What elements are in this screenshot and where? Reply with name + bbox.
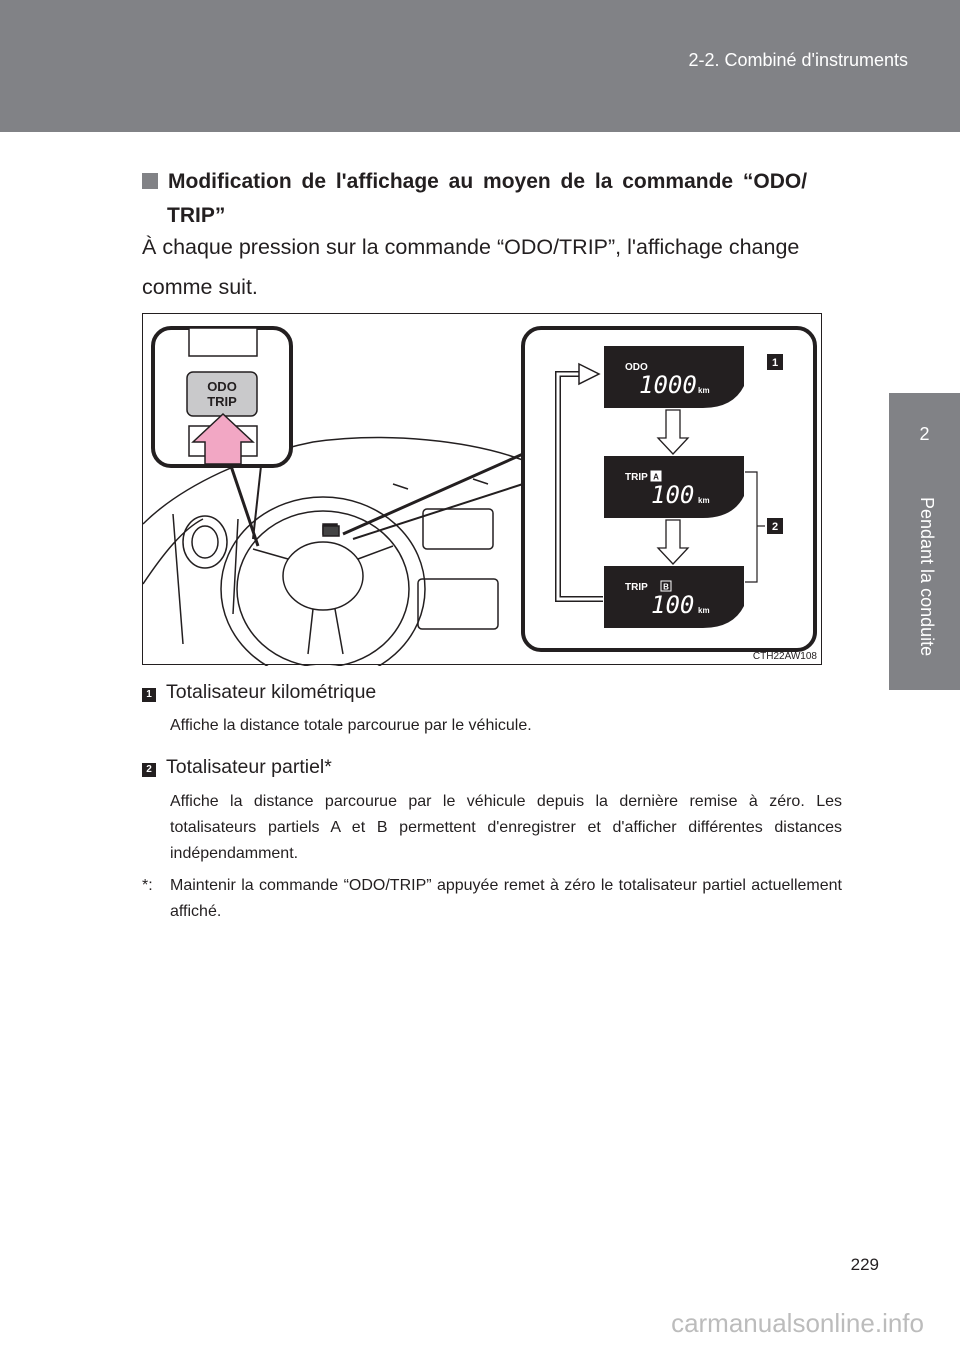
display-mode-label: ODO [625, 362, 648, 373]
callout-marker-2-label: 2 [771, 521, 779, 533]
footnote-mark: *: [142, 877, 153, 894]
display-panel-1 [604, 346, 744, 408]
display-unit: km [698, 496, 710, 505]
callout-leader-left-2 [253, 466, 261, 539]
header-band [0, 0, 960, 132]
item-tripmeter [142, 756, 332, 779]
display-value: 100 [651, 481, 695, 509]
display-panel-3 [604, 566, 744, 628]
display-panel-2 [604, 456, 744, 518]
square-bullet-icon [142, 173, 158, 189]
trip-badge-label: A [653, 472, 659, 482]
section-title-line1: Modification de l'affichage au moyen de la commande “ODO/ [168, 170, 808, 193]
item-description-1: Affiche la distance totale parcourue par le véhicule. [170, 717, 532, 734]
watermark[interactable]: carmanualsonline.info [671, 1308, 924, 1338]
display-value: 1000 [639, 371, 697, 399]
section-header: 2-2. Combiné d'instruments [688, 50, 908, 70]
intro-line1: À chaque pression sur la commande “ODO/TRIP”, l'affichage change [142, 235, 800, 259]
page-number: 229 [850, 1255, 879, 1274]
item-title-1: Totalisateur kilométrique [166, 681, 377, 703]
item-description-2: Affiche la distance parcourue par le véhicule depuis la dernière remise à zéro. Les totalisateurs partiels A et B permettent d'enregistrer et d'afficher différentes distances indépendamment. [170, 793, 842, 862]
display-mode-label: TRIP [625, 582, 648, 593]
intro-paragraph [142, 227, 842, 307]
display-stack [604, 346, 744, 628]
switch-outline [189, 328, 257, 356]
item-odometer [142, 681, 376, 704]
display-unit: km [698, 386, 710, 395]
display-mode-label: TRIP [625, 472, 648, 483]
item-title-2: Totalisateur partiel* [166, 756, 332, 778]
chapter-number: 2 [919, 424, 930, 444]
display-value: 100 [651, 591, 695, 619]
section-title-line2: TRIP” [167, 204, 226, 227]
footnote-text: Maintenir la commande “ODO/TRIP” appuyée remet à zéro le totalisateur partiel actuellement affiché. [170, 877, 842, 920]
dashboard-figure [142, 313, 822, 665]
chapter-tab[interactable] [889, 393, 960, 690]
trip-badge-label: B [663, 582, 669, 592]
intro-line2: comme suit. [142, 275, 258, 299]
callout-leader-right [343, 454, 523, 534]
section-title [142, 165, 842, 233]
button-label-trip: TRIP [207, 394, 237, 409]
button-label-odo: ODO [207, 379, 237, 394]
footnote [142, 873, 842, 925]
chapter-label: Pendant la conduite [917, 497, 937, 657]
item-marker-1: 1 [142, 688, 156, 702]
dashboard-illustration [143, 314, 823, 666]
display-unit: km [698, 606, 710, 615]
figure-code: CTH22AW108 [752, 651, 817, 662]
callout-marker-1-label: 1 [771, 357, 779, 369]
item-marker-2: 2 [142, 763, 156, 777]
dashboard-lineart [143, 438, 533, 666]
